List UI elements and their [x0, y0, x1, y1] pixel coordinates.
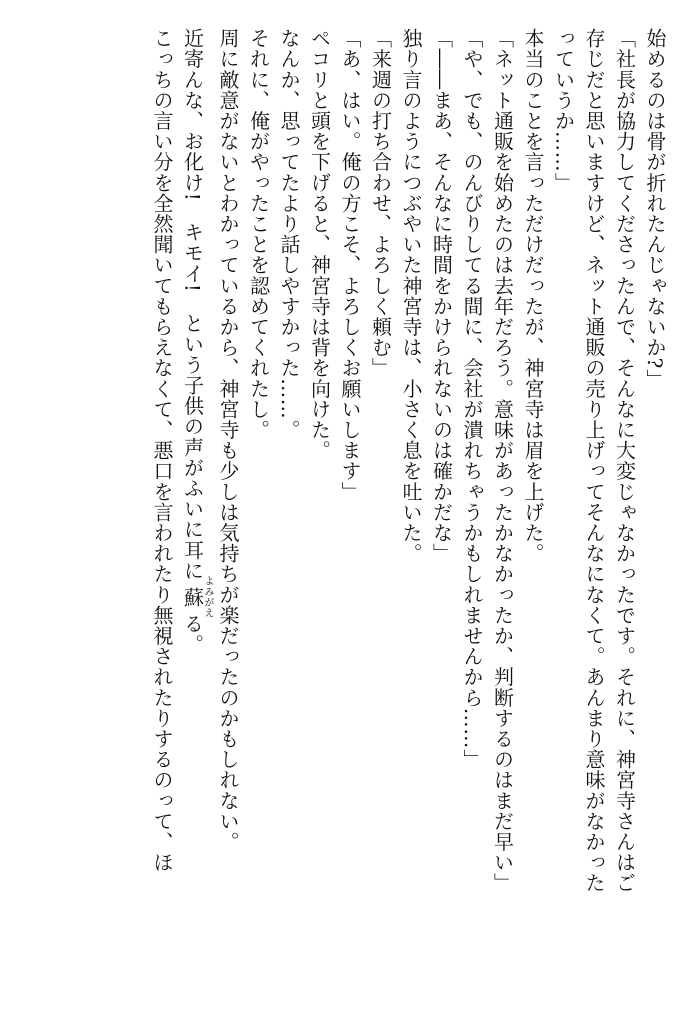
text-line: 始めるのは骨が折れたんじゃないか?」 [643, 28, 667, 390]
text-line: 本当のことを言っただけだったが、神宮寺は眉を上げた。 [521, 28, 545, 564]
text-segment: る。 [180, 613, 205, 655]
text-line: こっちの言い分を全然聞いてもらえなくて、悪口を言われたり無視されたりするのって、ほ [150, 28, 174, 873]
ruby-reading: よみがえ [202, 575, 213, 619]
ruby-base: 蘇 [180, 575, 205, 619]
text-line: 独り言のようにつぶやいた神宮寺は、小さく息を吐いた。 [399, 28, 423, 564]
text-line: 「来週の打ち合わせ、よろしく頼む」 [368, 28, 393, 379]
ruby-word [180, 575, 213, 619]
text-line-with-ruby [177, 28, 213, 988]
text-line: 「あ、はい。俺の方こそ、よろしくお願いします」 [338, 28, 362, 502]
text-line: 周に敵意がないとわかっているから、神宮寺も少しは気持ちが楽だったのかもしれない。 [216, 28, 240, 852]
text-line: 「――まあ、そんなに時間をかけられないのは確かだな」 [429, 28, 454, 564]
text-line: ペコリと頭を下げると、神宮寺は背を向けた。 [307, 28, 332, 461]
text-segment: 近寄んな、お化け! キモイ! という子供の声がふいに耳に [180, 28, 205, 581]
text-line: 「や、でも、のんびりしてる間に、会社が潰れちゃうかもしれませんから……」 [460, 28, 484, 770]
text-line: 「社長が協力してくださったんで、そんなに大変じゃなかったです。それに、神宮寺さんはご [612, 28, 637, 894]
vertical-text-block [147, 28, 671, 988]
text-line: 「ネット通販を始めたのは去年だろう。意味があったかなかったか、判断するのはまだ早い」 [490, 28, 515, 894]
text-line: それに、俺がやったことを認めてくれたし。 [246, 28, 271, 440]
text-line: 存じだと思いますけど、ネット通販の売り上げってそんなになくて。あんまり意味がなかった [582, 28, 606, 894]
text-line: っていうか……」 [551, 28, 576, 193]
text-line: なんか、思ってたより話しやすかった……。 [277, 28, 301, 440]
